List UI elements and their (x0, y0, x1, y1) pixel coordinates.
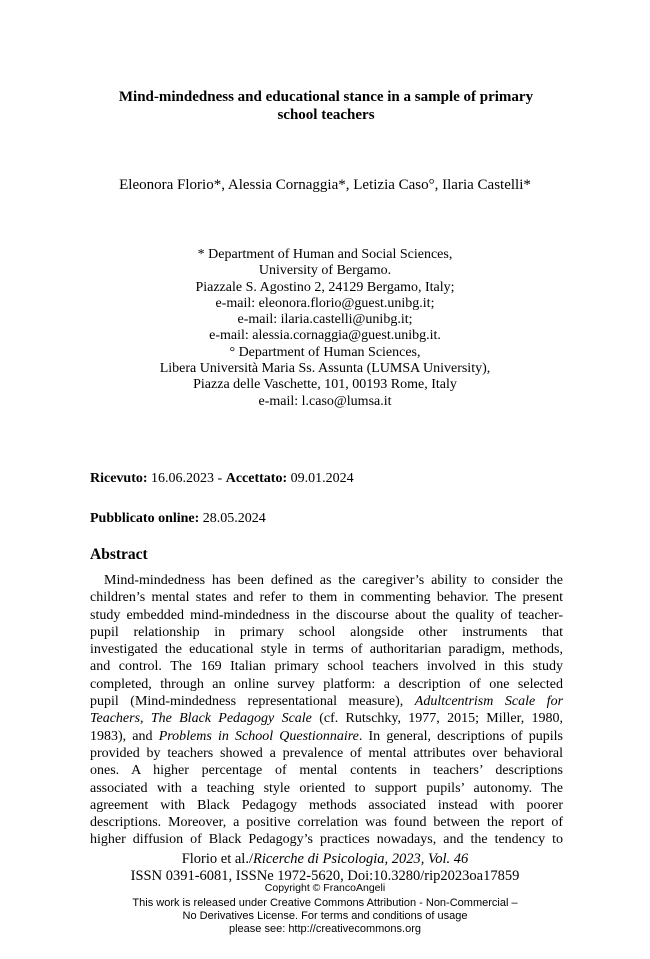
affiliation-email: e-mail: l.caso@lumsa.it (258, 393, 392, 409)
published-label: Pubblicato online: (90, 511, 200, 526)
abstract-line: completed, through an online survey platform: a description of one selected (90, 676, 563, 692)
accepted-label: Accettato: (225, 471, 288, 486)
abstract-text: (cf. Rutschky, 1977, 2015; Miller, 1980, (319, 711, 563, 727)
abstract-line: study embedded mind-mindedness in the discourse about the quality of teacher- (90, 607, 563, 623)
abstract-text: pupil (Mind-mindedness representational measure), (90, 694, 404, 710)
issn-doi: ISSN 0391-6081, ISSNe 1972-5620, Doi:10.3280/rip2023oa17859 (130, 868, 520, 884)
affiliation-line: Piazza delle Vaschette, 101, 00193 Rome, Italy (193, 377, 457, 393)
abstract-line (90, 728, 563, 745)
affiliation-email: e-mail: eleonora.florio@guest.unibg.it; (215, 295, 435, 311)
affiliation-line: ° Department of Human Sciences, (229, 344, 421, 360)
abstract-line: associated with a teaching style oriented to support pupils’ autonomy. The (90, 780, 563, 796)
submission-dates (90, 470, 354, 487)
abstract-line: higher diffusion of Black Pedagogy’s practices nowadays, and the tendency to (90, 832, 563, 848)
abstract-line: children’s mental states and refer to them in commenting behavior. The present (90, 590, 563, 606)
abstract-text: 1983), and (90, 728, 153, 744)
accepted-date: 09.01.2024 (290, 471, 354, 486)
affiliations (0, 247, 650, 410)
abstract-line: investigated the educational style in terms of authoritarian paradigm, methods, (90, 642, 563, 658)
paper-title-line: school teachers (277, 107, 375, 123)
abstract-line: descriptions. Moreover, a positive correlation was found between the report of (90, 815, 563, 831)
instrument-name: Problems in School Questionnaire (158, 728, 359, 744)
abstract-line (90, 693, 563, 710)
license-notice (0, 897, 650, 936)
abstract-line: pupil relationship in primary school alongside other instruments that (90, 624, 563, 640)
journal-name: Ricerche di Psicologia, 2023, Vol. 46 (252, 851, 469, 867)
affiliation-line: Piazzale S. Agostino 2, 24129 Bergamo, Italy; (195, 279, 455, 295)
license-line: No Derivatives License. For terms and conditions of usage (182, 910, 468, 922)
affiliation-line: * Department of Human and Social Sciences, (197, 247, 453, 262)
journal-citation (0, 851, 650, 868)
abstract-text: . In general, descriptions of pupils (358, 728, 563, 744)
date-separator: - (217, 471, 223, 486)
license-line: This work is released under Creative Commons Attribution - Non-Commercial – (132, 897, 518, 909)
paper-title (90, 88, 562, 124)
abstract-heading: Abstract (90, 546, 148, 563)
affiliation-line: Libera Università Maria Ss. Assunta (LUMSA University), (159, 361, 491, 377)
license-line: please see: http://creativecommons.org (229, 923, 421, 935)
citation-author: Florio et al./ (181, 851, 253, 867)
published-online (90, 510, 266, 527)
abstract-line: agreement with Black Pedagogy methods associated instead with poorer (90, 797, 563, 813)
received-label: Ricevuto: (90, 471, 148, 486)
author-list: Eleonora Florio*, Alessia Cornaggia*, Letizia Caso°, Ilaria Castelli* (119, 177, 531, 193)
abstract-line (90, 710, 563, 727)
instrument-name: Teachers, The Black Pedagogy Scale (90, 711, 312, 727)
abstract-line: and control. The 169 Italian primary school teachers involved in this study (90, 659, 563, 675)
instrument-name: Adultcentrism Scale for (414, 694, 564, 710)
abstract-line: provided by teachers showed a prevalence of mental attributes over behavioral (90, 745, 563, 761)
abstract-body (90, 572, 563, 849)
published-date: 28.05.2024 (202, 511, 266, 526)
affiliation-email: e-mail: alessia.cornaggia@guest.unibg.it. (209, 328, 441, 344)
abstract-line: Mind-mindedness has been defined as the caregiver’s ability to consider the (104, 573, 563, 588)
affiliation-email: e-mail: ilaria.castelli@unibg.it; (237, 312, 413, 328)
abstract-line: ones. A higher percentage of mental contents in teachers’ descriptions (90, 763, 563, 779)
copyright-notice: Copyright © FrancoAngeli (264, 882, 386, 894)
affiliation-line: University of Bergamo. (258, 263, 392, 279)
paper-title-line: Mind-mindedness and educational stance in a sample of primary (118, 89, 534, 105)
received-date: 16.06.2023 (151, 471, 215, 486)
